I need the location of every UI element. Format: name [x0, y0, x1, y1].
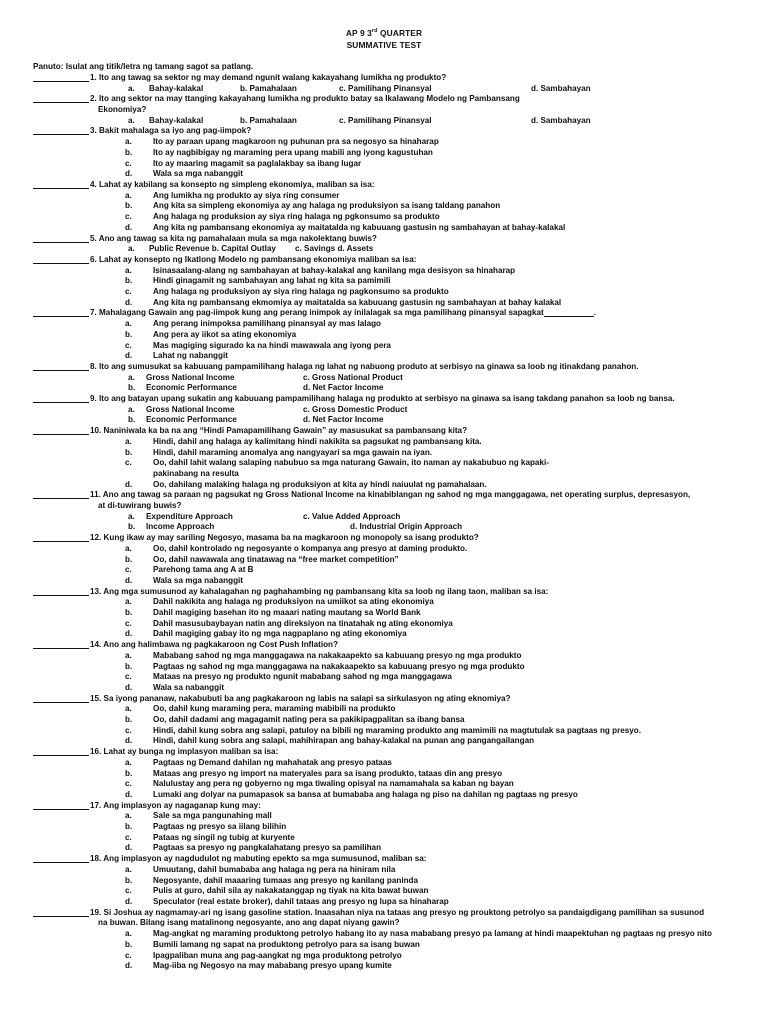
option-row [33, 822, 739, 833]
option-letter: d. [125, 575, 133, 585]
answer-blank[interactable] [33, 308, 89, 317]
option-text: Wala sa mga nabanggit [153, 575, 243, 585]
option-text: Expenditure Approach [146, 511, 233, 521]
option-text: c. Savings d. Assets [295, 244, 374, 254]
option-row [33, 448, 739, 459]
question-line [33, 126, 739, 137]
question-line [33, 234, 739, 245]
option-row [33, 298, 739, 309]
option-text: Ang kita ng pambansang ekmomiya ay maitatalda sa kabuuang gastusin ng sambahayan at bahay kalakal [153, 297, 562, 307]
question-line [33, 73, 739, 84]
answer-blank[interactable] [33, 362, 89, 371]
instructions: Panuto: Isulat ang titik/letra ng tamang sagot sa patlang. [33, 62, 254, 71]
option-text: Ang halaga ng produksiyon ay siya ring halaga ng pagkonsumo sa produkto [153, 287, 449, 297]
option-row [33, 555, 739, 566]
option-row [33, 769, 739, 780]
option-letter: a. [125, 319, 132, 329]
option-letter: d. [125, 479, 133, 489]
question-text: 1. Ito ang tawag sa sektor ng may demand ngunit walang kakayahang lumikha ng produkto? [90, 73, 447, 82]
option-letter: b. [125, 939, 133, 949]
option-row [33, 212, 739, 223]
option-text: Oo, dahilang malaking halaga ng produksiyon at kita ay hindi naiuulat ng pamahalaan. [153, 479, 487, 489]
option-row [33, 137, 739, 148]
option-row [33, 383, 739, 394]
option-text: a. [128, 115, 135, 125]
option-row [33, 458, 739, 469]
option-text: Parehong tama ang A at B [153, 565, 254, 575]
question-item [33, 362, 739, 394]
option-row [33, 266, 739, 277]
option-text: Mag-angkat ng maraming produktong petrolyo habang ito ay nasa mababang presyo pa lamang at hindi maapektuhan ng pagtaas ng presyo nito [153, 929, 712, 939]
question-line [33, 908, 739, 919]
option-letter: d. [125, 789, 133, 799]
option-text: Ito ay paraan upang magkaroon ng puhunan pra sa negosyo sa hinaharap [153, 137, 439, 147]
question-text-continued: at di-tuwirang buwis? [98, 501, 182, 511]
question-text: 6. Lahat ay konsepto ng Ikatlong Modelo ng pambansang ekonomiya maliban sa isa: [90, 254, 417, 264]
option-text: Lahat ng nabanggit [153, 351, 228, 361]
option-text: Ang kita ng pambansang ekonomiya ay maitatalda ng kabuuang gastusin ng sambahayan at bahay-kalakal [153, 222, 566, 232]
option-text: Hindi, dahil kung sobra ang salapi, patuloy na bibili ng maraming produkto ang mamimili na magtutulak sa pagtaas ng presyo. [153, 725, 642, 735]
option-letter: b. [125, 768, 133, 778]
option-text: Umuutang, dahil bumababa ang halaga ng pera na hiniram nila [153, 864, 396, 874]
option-row [33, 201, 739, 212]
option-text: Economic Performance [146, 415, 237, 425]
option-row [33, 148, 739, 159]
question-text: 12. Kung ikaw ay may sariling Negosyo, masama ba na magkaroon ng monopoly sa isang produkto? [90, 533, 479, 543]
option-letter: d. [125, 351, 133, 361]
option-row [33, 159, 739, 170]
answer-blank[interactable] [33, 234, 89, 243]
option-letter: a. [125, 650, 132, 660]
question-item [33, 255, 739, 309]
question-text: 3. Bakit mahalaga sa iyo ang pag-iimpok? [90, 126, 252, 136]
question-line [33, 426, 739, 437]
question-text-continued: Ekonomiya? [98, 105, 147, 115]
option-text: Gross National Income [146, 372, 235, 382]
option-row [33, 287, 739, 298]
option-text: Pagtaas ng sahod ng mga manggagawa na nakakaapekto sa kabuuang presyo ng mga produkto [153, 661, 525, 671]
option-row [33, 191, 739, 202]
question-item [33, 533, 739, 587]
option-letter: b. [125, 201, 133, 211]
answer-blank[interactable] [33, 73, 89, 82]
question-text: 10. Naniniwala ka ba na ang “Hindi Pamapamilihang Gawain” ay masusukat sa pambansang kita? [90, 426, 468, 436]
question-line [33, 308, 739, 319]
option-text: Nalulustay ang pera ng gobyerno ng mga tiwaling opisyal na namamahala sa kaban ng bayan [153, 779, 514, 789]
option-text-right: d. Industrial Origin Approach [350, 522, 463, 532]
option-letter: a. [125, 543, 132, 553]
answer-blank[interactable] [33, 640, 89, 649]
test-subtitle: SUMMATIVE TEST [346, 40, 422, 50]
option-letter: a. [125, 704, 132, 714]
option-text-right: d. Net Factor Income [303, 415, 384, 425]
option-row [33, 662, 739, 673]
option-letter: d. [125, 222, 133, 232]
option-letter: a. [125, 265, 132, 275]
option-row [33, 116, 739, 127]
question-line [33, 640, 739, 651]
option-letter: c. [125, 287, 132, 297]
option-letter: b. [125, 447, 133, 457]
option-text: Ang halaga ng produksion ay siya ring halaga ng pgkonsumo sa produkto [153, 212, 440, 222]
option-text: d. Sambahayan [531, 115, 591, 125]
option-text: Pagtaas sa presyo ng pangkalahatang presyo sa pamilihan [153, 843, 382, 853]
answer-blank[interactable] [33, 801, 89, 810]
answer-blank[interactable] [33, 255, 89, 264]
answer-blank[interactable] [33, 426, 89, 435]
option-letter: b. [125, 822, 133, 832]
option-letter: a. [125, 864, 132, 874]
question-line [33, 490, 739, 501]
option-text: Dahil magiging gabay ito ng mga nagpaplano ng ating ekonomiya [153, 629, 407, 639]
option-row [33, 843, 739, 854]
answer-blank[interactable] [33, 694, 89, 703]
option-text: Pagtaas ng Demand dahilan ng mahahatak ang presyo pataas [153, 757, 392, 767]
option-letter: a. [125, 137, 132, 147]
option-row [33, 351, 739, 362]
option-text-right: d. Net Factor Income [303, 383, 384, 393]
option-text: Hindi ginagamit ng sambahayan ang lahat ng kita sa pamimili [153, 276, 391, 286]
question-item [33, 587, 739, 641]
question-text: 14. Ano ang halimbawa ng pagkakaroon ng Cost Push Inflation? [90, 640, 338, 650]
option-text: Public Revenue b. Capital Outlay [149, 244, 276, 254]
option-row [33, 629, 739, 640]
option-text: Oo, dahil kung maraming pera, maraming mabibili na produkto [153, 704, 396, 714]
option-letter: a. [125, 811, 132, 821]
option-letter: a. [125, 929, 132, 939]
option-row [33, 619, 739, 630]
option-letter: d. [125, 629, 133, 639]
option-text: Ipagpaliban muna ang pag-aangkat ng mga produktong petrolyo [153, 950, 402, 960]
answer-blank[interactable] [33, 854, 89, 863]
option-letter: c. [125, 672, 132, 682]
option-text: Speculator (real estate broker), dahil tataas ang presyo ng lupa sa hinaharap [153, 897, 449, 906]
option-text: b. Pamahalaan [240, 115, 297, 125]
option-text-right: c. Gross National Product [303, 372, 403, 382]
option-row [33, 480, 739, 491]
option-letter: c. [125, 458, 132, 468]
option-row [33, 897, 739, 908]
option-letter: a. [128, 372, 135, 382]
option-text: Oo, dahil lahit walang salaping nabubuo sa mga naturang Gawain, ito naman ay nakabubuo ng kapaki- [153, 458, 549, 468]
question-item [33, 854, 739, 908]
option-letter: d. [125, 843, 133, 853]
option-text: Bahay-kalakal [149, 115, 204, 125]
option-row [33, 865, 739, 876]
option-row [33, 704, 739, 715]
option-letter: c. [125, 158, 132, 168]
option-row [33, 84, 739, 95]
question-item [33, 490, 739, 533]
option-row [33, 779, 739, 790]
option-text-continued: pakinabang na resulta [153, 468, 239, 478]
answer-blank[interactable] [33, 394, 89, 403]
question-text: 9. Ito ang batayan upang sukatin ang kabuuang pampamilihang halaga ng produkto at serbisyo na ginawa sa isang takdang panahon sa loob ng bansa. [90, 394, 675, 404]
option-text: Dahil nakikita ang halaga ng produksiyon na umiikot sa ating ekonomiya [153, 597, 434, 607]
option-row [33, 886, 739, 897]
option-text: Mataas ang presyo ng import na materyales para sa isang produkto, tataas din ang presyo [153, 768, 503, 778]
option-text: Oo, dahil nawawala ang tinatawag na “free market competition” [153, 554, 399, 564]
option-letter: d. [125, 169, 133, 179]
question-line [33, 747, 739, 758]
option-letter: a. [125, 757, 132, 767]
option-text: Hindi, dahil ang halaga ay kalimitang hindi nakikita sa pagsukat ng pambansang kita. [153, 436, 482, 446]
option-row [33, 437, 739, 448]
option-letter: d. [125, 736, 133, 746]
answer-blank[interactable] [33, 490, 89, 499]
option-letter: d. [125, 961, 133, 971]
question-text: 19. Si Joshua ay nagmamay-ari ng isang gasoline station. Inaasahan niya na tataas ang presyo ng prouktong petrolyo sa pandaigdigang pamilihan sa susunod [90, 907, 705, 917]
option-text: Ito ay maaring magamit sa paglalakbay sa ibang lugar [153, 158, 362, 168]
option-row [33, 330, 739, 341]
option-text: Ang pera ay iikot sa ating ekonomiya [153, 329, 297, 339]
option-text: Sale sa mga pangunahing mall [153, 811, 272, 821]
option-row [33, 319, 739, 330]
option-letter: c. [125, 779, 132, 789]
question-item [33, 747, 739, 801]
option-letter: b. [128, 383, 136, 393]
option-row [33, 522, 739, 533]
option-text: Income Approach [146, 522, 215, 532]
option-row [33, 276, 739, 287]
question-item [33, 126, 739, 180]
question-text: 13. Ang mga sumusunod ay kahalagahan ng paghahambing ng pambansang kita sa loob ng ilang taon, maliban sa isa: [90, 586, 549, 596]
option-text: Ang perang inimpoksa pamilihang pinansyal ay mas lalago [153, 319, 382, 329]
option-letter: b. [125, 276, 133, 286]
option-letter: b. [125, 875, 133, 885]
option-text: Lumaki ang dolyar na pumapasok sa bansa at bumababa ang halaga ng piso na dahilan ng pagtaas ng presyo [153, 789, 578, 799]
option-text: Mag-iiba ng Negosyo na may mababang presyo upang kumite [153, 961, 392, 971]
question-line [33, 362, 739, 373]
inline-blank[interactable] [544, 308, 597, 318]
option-row [33, 405, 739, 416]
question-line [33, 694, 739, 705]
question-item [33, 73, 739, 94]
question-text: 17. Ang implasyon ay nagaganap kung may: [90, 800, 261, 810]
answer-blank[interactable] [33, 533, 89, 542]
question-text: 4. Lahat ay kabilang sa konsepto ng simpleng ekonomiya, maliban sa isa: [90, 180, 375, 189]
answer-blank[interactable] [33, 126, 89, 135]
option-letter: b. [125, 661, 133, 671]
option-text: Bumili lamang ng sapat na produktong petrolyo para sa isang buwan [153, 939, 420, 949]
question-item [33, 94, 739, 126]
option-text: Pulis at guro, dahil sila ay nakakatanggap ng tiyak na kita bawat buwan [153, 886, 429, 896]
option-text: a. [128, 83, 135, 93]
option-letter: b. [125, 147, 133, 157]
option-row [33, 223, 739, 234]
option-row [33, 726, 739, 737]
question-text: 2. Ito ang sektor na may ttanging kakayahang lumikha ng produkto batay sa Ikalawang Modelo ng Pambansang [90, 94, 520, 104]
test-title: AP 9 3rd QUARTER [345, 28, 423, 38]
question-item [33, 180, 739, 234]
option-row [33, 576, 739, 587]
option-letter: b. [125, 608, 133, 618]
option-text: Isinasaalang-alang ng sambahayan at bahay-kalakal ang kanilang mga desisyon sa hinaharap [153, 265, 516, 275]
option-row [33, 758, 739, 769]
option-row [33, 244, 739, 255]
question-text: 11. Ano ang tawag sa paraan ng pagsukat ng Gross National Income na kinabiblangan ng sahod ng mga manggagawa, net operating surplus, depresasyon, [90, 490, 691, 500]
option-row [33, 929, 739, 940]
option-text: b. Pamahalaan [240, 83, 297, 93]
option-row [33, 790, 739, 801]
answer-blank[interactable] [33, 908, 89, 917]
option-row [33, 341, 739, 352]
option-letter: c. [125, 886, 132, 896]
option-letter: a. [125, 597, 132, 607]
option-text: d. Sambahayan [531, 83, 591, 93]
option-letter: b. [125, 715, 133, 725]
option-row [33, 597, 739, 608]
option-row [33, 373, 739, 384]
option-row [33, 811, 739, 822]
option-text: a. [128, 244, 135, 254]
option-letter: c. [125, 618, 132, 628]
option-text: Mababang sahod ng mga manggagawa na nakakaapekto sa kabuuang presyo ng mga produkto [153, 650, 522, 660]
option-row [33, 683, 739, 694]
answer-blank[interactable] [33, 180, 89, 189]
question-text: 5. Ano ang tawag sa kita ng pamahalaan mula sa mga nakolektang buwis? [90, 233, 377, 243]
option-text: Negosyante, dahil maaaring tumaas ang presyo ng kanilang paninda [153, 875, 419, 885]
option-text: Gross National Income [146, 404, 235, 414]
option-letter: c. [125, 950, 132, 960]
question-tail: . [593, 308, 597, 318]
option-letter: b. [125, 554, 133, 564]
option-letter: c. [125, 565, 132, 575]
option-row [33, 736, 739, 747]
option-row [33, 565, 739, 576]
question-text: 15. Sa iyong pananaw, nakabubuti ba ang pagkakaroon ng labis na salapi sa sirkulasyon ng ating eknomiya? [90, 693, 511, 703]
option-text: Oo, dahil dadami ang magagamit nating pera sa pakikipagpalitan sa ibang bansa [153, 715, 465, 725]
question-line [33, 854, 739, 865]
question-line [33, 94, 739, 105]
option-letter: d. [125, 682, 133, 692]
option-letter: a. [128, 404, 135, 414]
option-letter: b. [128, 522, 136, 532]
question-list [33, 73, 739, 972]
question-text: 7. Mahalagang Gawain ang pag-iimpok kung ang perang inimpok ay inilalagak sa mga pamilihang pinansyal sapagkat [90, 308, 544, 318]
question-text: 8. Ito ang sumusukat sa kabuuang pampamilihang halaga ng lahat ng nabuong produto at serbisyo na ginawa sa loob ng itinakdang panahon. [90, 361, 639, 371]
question-item [33, 394, 739, 426]
option-text: Mataas na presyo ng produkto ngunit mababang sahod ng mga manggagawa [153, 672, 452, 682]
question-text: 16. Lahat ay bunga ng implasyon maliban sa isa: [90, 747, 279, 757]
option-text: Mas magiging sigurado ka na hindi mawawala ang iyong pera [153, 340, 391, 350]
option-letter: d. [125, 297, 133, 307]
option-row [33, 415, 739, 426]
option-text: Pataas ng singil ng tubig at kuryente [153, 832, 295, 842]
option-text: Dahil magiging basehan ito ng maaari nating mautang sa World Bank [153, 608, 421, 618]
option-text: Wala sa mga nabanggit [153, 169, 243, 179]
option-row [33, 951, 739, 962]
option-text: Pagtaas ng presyo sa iilang bilihin [153, 822, 287, 832]
option-letter: a. [125, 436, 132, 446]
question-line [33, 533, 739, 544]
option-text: Bahay-kalakal [149, 83, 204, 93]
option-text: c. Pamilihang Pinansyal [339, 115, 432, 125]
option-letter: c. [125, 340, 132, 350]
question-item [33, 234, 739, 255]
option-letter: c. [125, 725, 132, 735]
option-letter: b. [128, 415, 136, 425]
option-row [33, 672, 739, 683]
question-line [33, 801, 739, 812]
option-letter: d. [125, 897, 133, 906]
question-item [33, 801, 739, 855]
answer-blank[interactable] [33, 94, 89, 103]
option-row [33, 169, 739, 180]
question-item [33, 426, 739, 490]
question-line [33, 587, 739, 598]
question-line [33, 255, 739, 266]
option-letter: a. [128, 511, 135, 521]
option-letter: a. [125, 190, 132, 200]
option-row [33, 833, 739, 844]
option-text: Wala sa nabanggit [153, 682, 225, 692]
option-text: Ito ay nagbibigay ng maraming pera upang mabili ang iyong kagustuhan [153, 147, 433, 157]
option-text: Hindi, dahil maraming anomalya ang nangyayari sa mga gawain na iyan. [153, 447, 433, 457]
option-text: Hindi, dahil kung sobra ang salapi, mahihirapan ang bahay-kalakal na punan ang pangangailangan [153, 736, 535, 746]
option-row [33, 715, 739, 726]
option-text-right: c. Gross Domestic Product [303, 404, 408, 414]
answer-blank[interactable] [33, 587, 89, 596]
option-text: Ang lumikha ng produkto ay siya ring consumer [153, 190, 340, 200]
option-text: Dahil masusubaybayan natin ang direksiyon na tinatahak ng ating ekonomiya [153, 618, 453, 628]
option-letter: c. [125, 212, 132, 222]
option-text: Economic Performance [146, 383, 237, 393]
option-letter: c. [125, 832, 132, 842]
option-row [33, 961, 739, 972]
question-item [33, 908, 739, 972]
question-item [33, 694, 739, 748]
option-row [33, 544, 739, 555]
option-row [33, 512, 739, 523]
question-text-continued: na buwan. Bilang isang matalinong negosyante, ano ang dapat niyang gawin? [98, 918, 400, 928]
option-row [33, 651, 739, 662]
question-line [33, 180, 739, 191]
option-row [33, 940, 739, 951]
option-text-right: c. Value Added Approach [303, 511, 401, 521]
question-item [33, 308, 739, 362]
option-text: c. Pamilihang Pinansyal [339, 83, 432, 93]
option-letter: b. [125, 329, 133, 339]
option-row [33, 876, 739, 887]
answer-blank[interactable] [33, 747, 89, 756]
option-row [33, 608, 739, 619]
question-text: 18. Ang implasyon ay nagdudulot ng mabuting epekto sa mga sumusunod, maliban sa: [90, 854, 427, 864]
option-text: Oo, dahil kontrolado ng negosyante o kompanya ang presyo at daming produkto. [153, 543, 468, 553]
option-text: Ang kita sa simpleng ekonomiya ay ang halaga ng produksiyon sa isang taldang panahon [153, 201, 501, 211]
question-line [33, 394, 739, 405]
question-item [33, 640, 739, 694]
